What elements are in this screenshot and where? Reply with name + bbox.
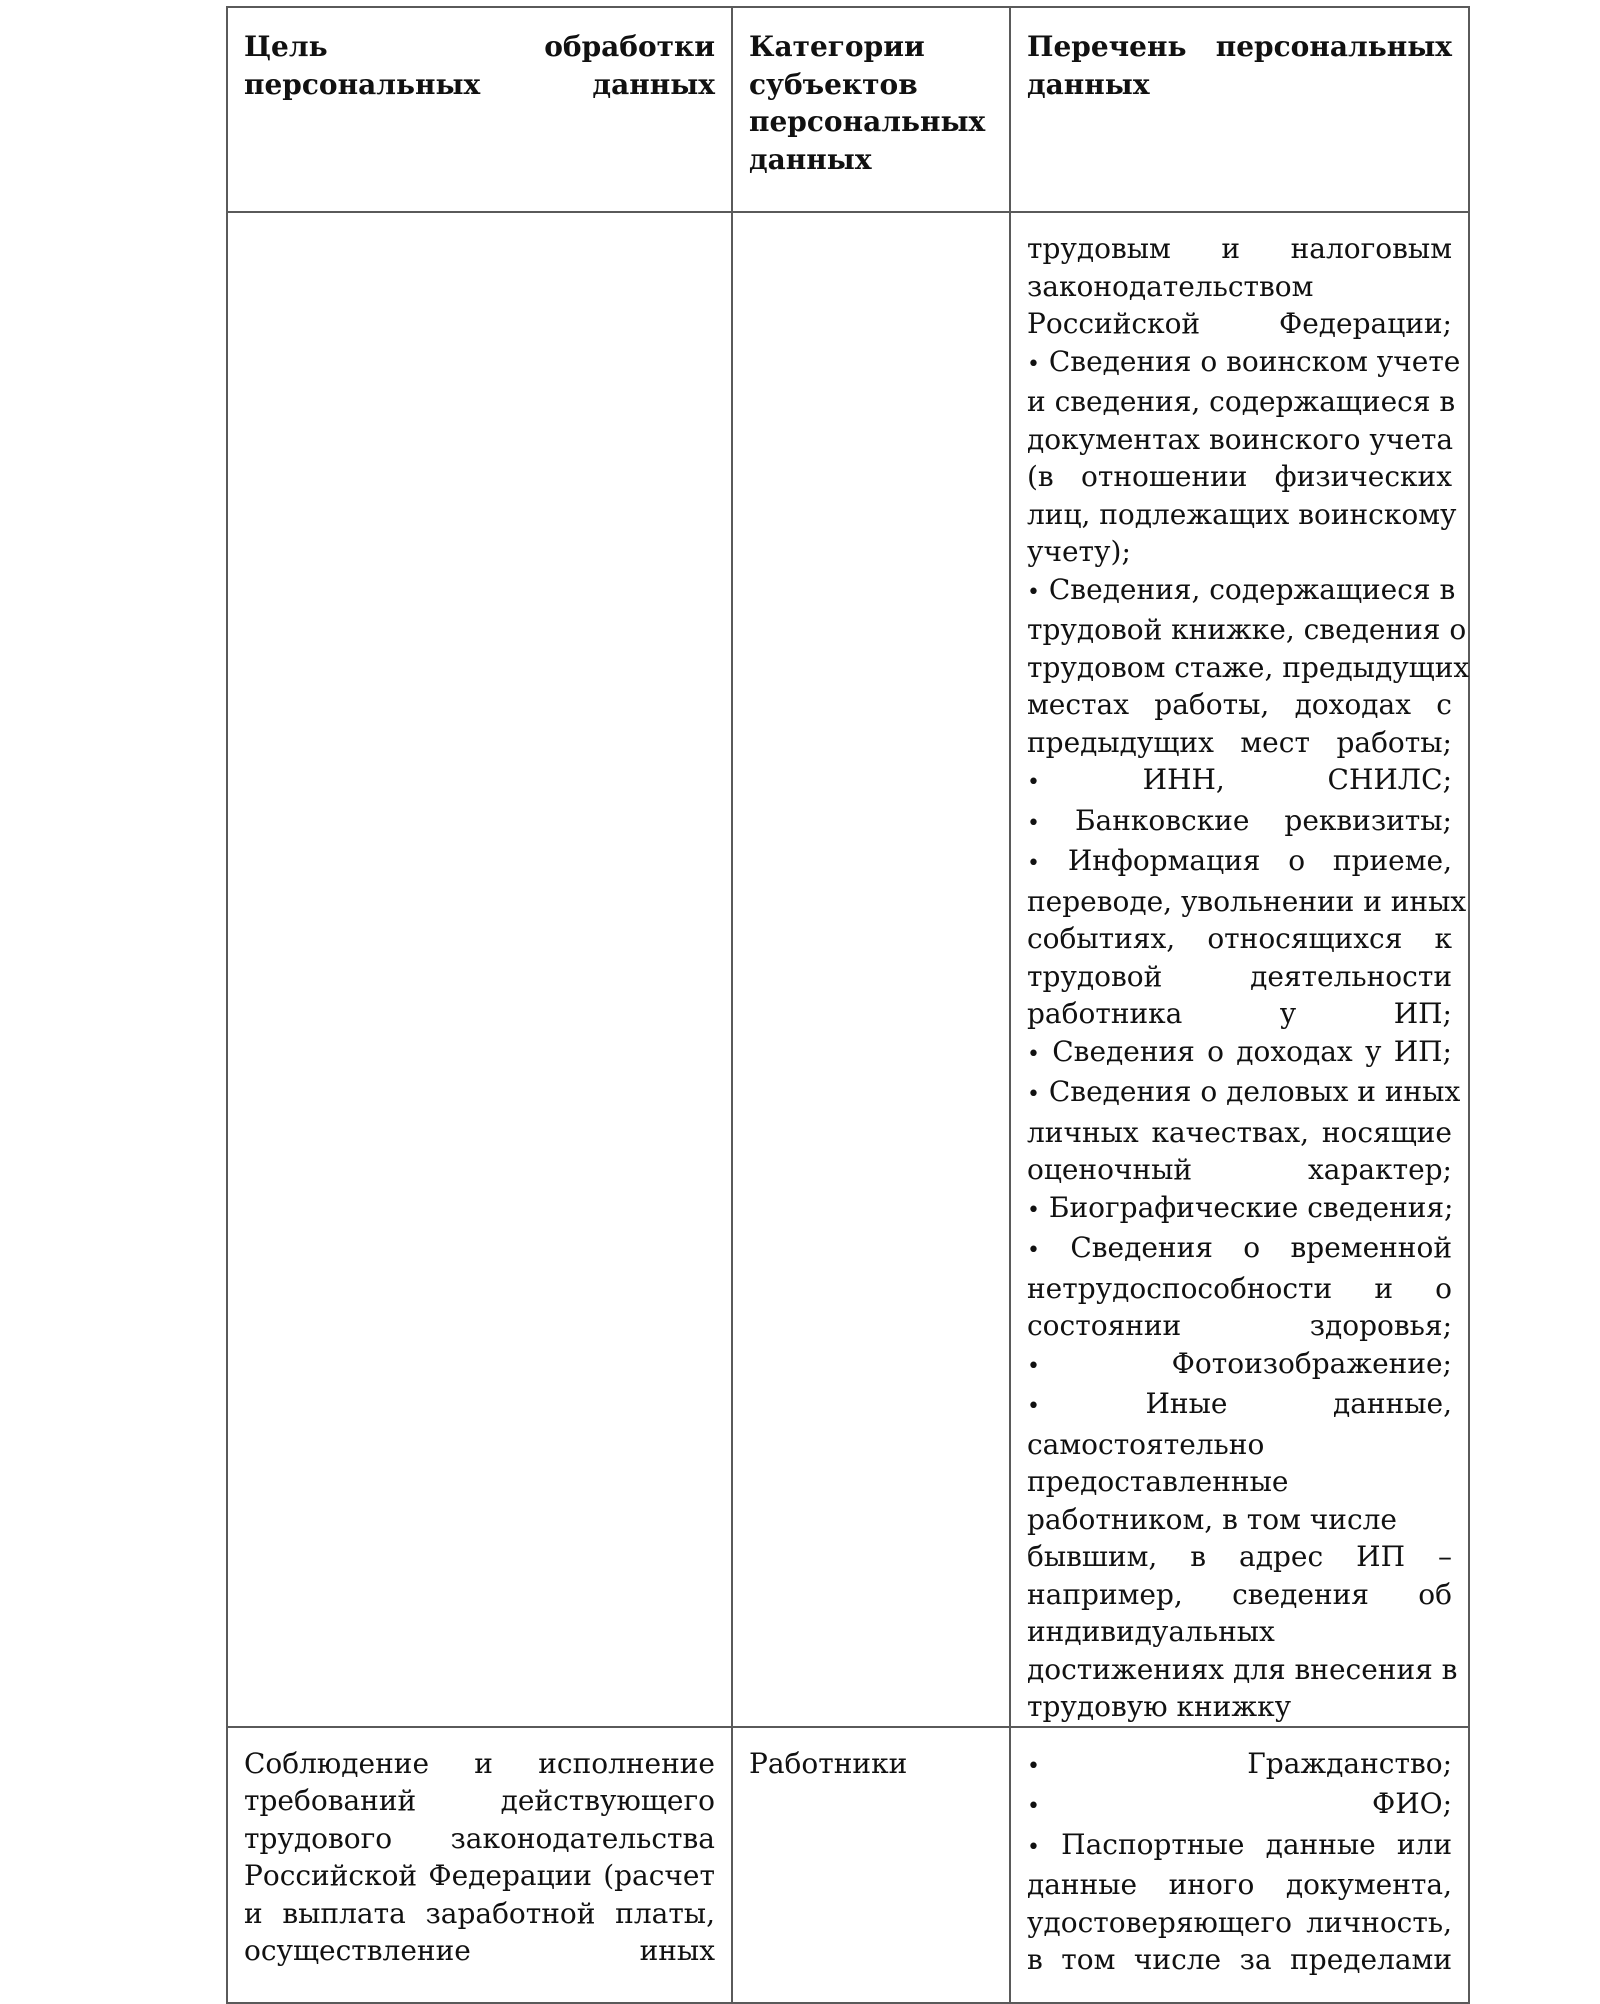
text-line: работника у ИП; [1027,997,1452,1030]
table-row [227,212,1469,1727]
text-line: • Сведения о деловых и иных [1027,1075,1461,1108]
text-line: событиях, относящихся к [1027,922,1452,955]
bullet-icon: • [1027,1197,1040,1223]
data-list-cell [1010,1727,1469,2003]
text-line: субъектов [749,67,918,101]
bullet-icon: • [1027,770,1040,795]
text-line: • Банковские реквизиты; [1027,803,1452,837]
text-line: • Фотоизображение; [1027,1346,1452,1380]
cell-text [749,28,993,178]
text-line: данные иного документа, [1027,1868,1452,1901]
text-line: трудовую книжку [1027,1690,1292,1723]
text-line: учету); [1027,535,1131,568]
bullet-icon: • [1027,1082,1040,1107]
text-line: предоставленные [1027,1465,1289,1498]
subjects-cell [732,212,1010,1727]
bullet-icon: • [1027,1834,1040,1860]
text-line: • Сведения, содержащиеся в [1027,572,1456,606]
text-line: состоянии здоровья; [1027,1309,1452,1342]
bullet-icon: • [1027,579,1040,605]
text-line: • ФИО; [1027,1787,1452,1820]
text-line: переводе, увольнении и иных [1027,884,1467,918]
header-subject-categories [732,7,1010,212]
cell-text [1027,1745,1452,1979]
purpose-cell [227,212,732,1727]
text-line: и сведения, содержащиеся в [1027,385,1456,418]
text-line: трудовой книжке, сведения о [1027,613,1467,646]
text-line: • Биографические сведения; [1027,1190,1454,1224]
text-line: индивидуальных [1027,1615,1275,1648]
text-line: достижениях для внесения в [1027,1652,1458,1686]
text-line: документах воинского учета [1027,422,1454,456]
header-purpose [227,7,732,212]
cell-text [1027,230,1470,1726]
text-line: самостоятельно [1027,1427,1265,1461]
text-line: удостоверяющего личность, [1027,1905,1452,1939]
bullet-icon: • [1027,1753,1040,1779]
bullet-icon: • [1027,351,1040,377]
text-line: Российской Федерации (расчет [244,1859,715,1892]
bullet-icon: • [1027,1238,1040,1263]
text-line: персональных данных [244,67,715,101]
text-line: трудовым и налоговым [1027,232,1452,265]
text-line: • Сведения о временной [1027,1231,1452,1264]
text-line: например, сведения об [1027,1577,1452,1611]
text-line: Соблюдение и исполнение [244,1746,715,1780]
text-line: • Информация о приеме, [1027,844,1452,877]
text-line: требований действующего [244,1784,715,1817]
text-line: (в отношении физических [1027,460,1452,493]
text-line: • ИНН, СНИЛС; [1027,763,1452,796]
text-line: нетрудоспособности и о [1027,1271,1452,1305]
text-line: трудовом стаже, предыдущих [1027,650,1470,684]
table-header-row [227,7,1469,212]
text-line: личных качествах, носящие [1027,1115,1452,1149]
text-line: осуществление иных [244,1934,715,1967]
bullet-icon: • [1027,851,1040,876]
text-line: трудового законодательства [244,1821,715,1855]
text-line: законодательством [1027,269,1314,303]
data-list-cell [1010,212,1469,1727]
text-line: Цель обработки [244,30,715,63]
text-line: данных [1027,67,1150,101]
bullet-icon: • [1027,1353,1040,1379]
text-line: местах работы, доходах с [1027,688,1452,721]
bullet-icon: • [1027,810,1040,836]
text-line: в том числе за пределами [1027,1943,1452,1976]
text-line: • Иные данные, [1027,1387,1452,1420]
text-line: • Паспортные данные или [1027,1827,1452,1861]
text-line: Российской Федерации; [1027,307,1452,340]
text-line: бывшим, в адрес ИП – [1027,1540,1452,1573]
text-line: предыдущих мест работы; [1027,725,1452,759]
text-line: работником, в том числе [1027,1502,1397,1536]
cell-text [749,1745,993,1783]
text-line: трудовой деятельности [1027,959,1452,993]
purpose-cell [227,1727,732,2003]
text-line: персональных [749,105,986,138]
table-row [227,1727,1469,2003]
text-line: Перечень персональных [1027,30,1452,63]
text-line: Категории [749,30,925,63]
text-line: • Сведения о воинском учете [1027,344,1461,378]
text-line: и выплата заработной платы, [244,1896,715,1930]
cell-text [1027,28,1452,103]
cell-text [244,1745,715,1970]
subjects-cell [732,1727,1010,2003]
cell-text [244,28,715,103]
text-line: лиц, подлежащих воинскому [1027,497,1457,531]
text-line: Работники [749,1746,908,1780]
header-data-list [1010,7,1469,212]
text-line: данных [749,142,872,176]
bullet-icon: • [1027,1794,1040,1819]
text-line: • Гражданство; [1027,1746,1452,1780]
text-line: • Сведения о доходах у ИП; [1027,1034,1452,1068]
bullet-icon: • [1027,1394,1040,1419]
text-line: оценочный характер; [1027,1153,1452,1186]
personal-data-table [226,6,1470,2004]
bullet-icon: • [1027,1041,1040,1067]
